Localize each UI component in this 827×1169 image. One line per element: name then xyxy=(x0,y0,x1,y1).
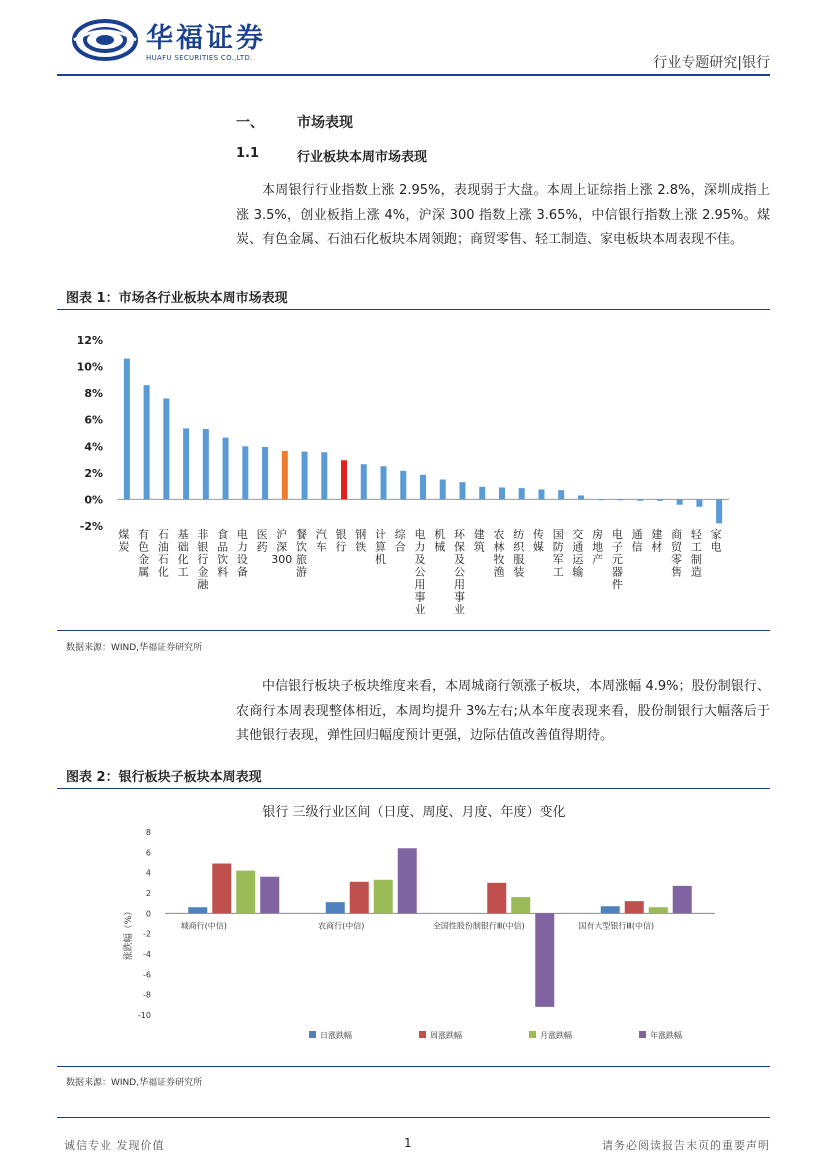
x-tick-char: 公 xyxy=(414,565,426,579)
bar xyxy=(716,499,722,523)
x-tick-char: 及 xyxy=(414,553,426,566)
x-tick-char: 计 xyxy=(375,528,387,541)
x-tick-char: 备 xyxy=(236,565,248,579)
bar xyxy=(361,464,367,499)
x-tick-char: 沪 xyxy=(276,528,288,541)
x-tick-char: 业 xyxy=(453,603,465,616)
x-tick-char: 化 xyxy=(177,553,189,566)
x-tick-char: 金 xyxy=(197,565,209,579)
legend-swatch xyxy=(639,1031,646,1038)
bar xyxy=(538,489,544,499)
x-tick-label xyxy=(553,528,564,579)
figure1-top-rule xyxy=(57,309,770,310)
report-category: 行业专题研究|银行 xyxy=(653,55,770,71)
logo-icon xyxy=(72,18,138,62)
x-tick-char: 通 xyxy=(572,540,584,554)
x-tick-char: 融 xyxy=(197,578,209,591)
bar xyxy=(657,499,663,500)
x-tick-char: 化 xyxy=(157,565,169,579)
y-tick-label: 2% xyxy=(84,466,103,480)
footer-disclaimer: 请务必阅读报告末页的重要声明 xyxy=(602,1139,770,1152)
x-tick-char: 银 xyxy=(335,528,347,541)
x-tick-char: 牧 xyxy=(493,553,505,566)
x-tick-label xyxy=(592,527,603,566)
x-tick-char: 房 xyxy=(592,528,604,541)
bar xyxy=(649,907,668,913)
bar xyxy=(479,487,485,500)
bar xyxy=(260,877,279,914)
y-tick-label: 0 xyxy=(145,909,151,919)
x-tick-char: 色 xyxy=(138,540,150,554)
x-tick-char: 餐 xyxy=(296,528,308,541)
x-tick-label xyxy=(178,527,189,579)
x-tick-char: 用 xyxy=(414,578,426,591)
x-tick-char: 属 xyxy=(138,565,150,579)
bar xyxy=(350,882,369,914)
x-tick-label xyxy=(395,527,407,554)
section-number: 一、 xyxy=(236,115,264,131)
x-tick-char: 业 xyxy=(414,603,426,616)
x-tick-label xyxy=(217,528,228,579)
x-tick-char: 建 xyxy=(651,528,663,541)
x-tick-char: 车 xyxy=(315,540,327,554)
x-tick-char: 械 xyxy=(434,540,446,554)
x-tick-char: 保 xyxy=(453,540,465,554)
figure1-bottom-rule xyxy=(57,630,770,631)
x-tick-char: 装 xyxy=(513,565,525,579)
logo-english-text: HUAFU SECURITIES CO.,LTD. xyxy=(146,54,253,62)
x-tick-char: 深 xyxy=(276,540,288,554)
industry-performance-chart xyxy=(57,320,770,620)
bar xyxy=(625,901,644,913)
paragraph-bank-subsectors: 中信银行板块子板块维度来看，本周城商行领涨子板块，本周涨幅 4.9%；股份制银行、农商行本周表现整体相近，本周均提升 3%左右;从本年度表现来看，股份制银行大幅落后于其他银行表现，弹性回归幅度预计更强，边际估值改善值得期待。 xyxy=(236,679,770,743)
bar xyxy=(499,487,505,499)
x-tick-char: 运 xyxy=(572,553,584,566)
footer-divider xyxy=(57,1117,770,1118)
x-tick-char: 设 xyxy=(236,553,248,566)
legend-label: 周涨跌幅 xyxy=(430,1031,462,1040)
bar xyxy=(696,499,702,506)
x-tick-label xyxy=(375,527,386,566)
y-axis-label: 涨跌幅（%） xyxy=(124,906,134,961)
x-tick-char: 轻 xyxy=(690,528,702,541)
x-tick-char: 通 xyxy=(631,528,643,541)
y-tick-label: -2% xyxy=(79,520,103,533)
x-tick-char: 环 xyxy=(453,528,465,541)
x-tick-char: 旅 xyxy=(296,553,308,566)
x-tick-char: 纺 xyxy=(513,528,525,541)
x-tick-label xyxy=(493,528,504,579)
bar xyxy=(144,385,150,499)
figure2-title: 图表 2：银行板块子板块本周表现 xyxy=(66,770,262,785)
x-tick-label xyxy=(671,527,683,579)
x-tick-char: 行 xyxy=(197,553,209,566)
x-tick-char: 电 xyxy=(710,540,722,554)
page-number: 1 xyxy=(404,1136,412,1150)
x-tick-char: 电 xyxy=(414,528,426,541)
x-tick-char: 国 xyxy=(552,528,564,541)
x-tick-label xyxy=(572,527,584,579)
x-tick-char: 建 xyxy=(473,528,485,541)
bar xyxy=(282,451,288,499)
x-tick-char: 游 xyxy=(296,565,308,579)
x-tick-label xyxy=(415,527,426,616)
x-tick-char: 售 xyxy=(671,565,683,579)
x-tick-char: 铁 xyxy=(355,540,367,554)
bar xyxy=(124,359,130,500)
x-tick-char: 元 xyxy=(611,553,623,566)
bar xyxy=(598,499,604,500)
x-tick-char: 品 xyxy=(217,540,229,554)
y-tick-label: 2 xyxy=(145,889,151,898)
x-tick-char: 机 xyxy=(434,528,446,541)
bar xyxy=(601,906,620,913)
figure2-source: 数据来源：WIND,华福证券研究所 xyxy=(66,1078,203,1088)
x-tick-label xyxy=(711,527,722,554)
x-tick-char: 电 xyxy=(611,528,623,541)
x-tick-char: 公 xyxy=(453,565,465,579)
bar xyxy=(617,499,623,500)
x-tick-char: 饮 xyxy=(296,540,308,554)
x-tick-label: 国有大型银行Ⅲ(中信) xyxy=(578,921,655,931)
legend-swatch xyxy=(309,1031,316,1038)
x-tick-label: 全国性股份制银行Ⅲ(中信) xyxy=(432,921,525,931)
x-tick-char: 零 xyxy=(671,553,683,566)
bar xyxy=(381,466,387,499)
x-tick-char: 油 xyxy=(157,540,169,554)
bar xyxy=(188,907,207,913)
bar xyxy=(321,452,327,499)
x-tick-char: 事 xyxy=(414,590,426,604)
bar xyxy=(677,499,683,504)
y-tick-label: 12% xyxy=(76,334,103,347)
x-tick-char: 综 xyxy=(394,528,406,541)
x-tick-char: 造 xyxy=(690,565,702,579)
x-tick-char: 合 xyxy=(394,540,406,554)
x-tick-char: 渔 xyxy=(493,565,505,579)
y-tick-label: -4 xyxy=(143,950,151,959)
x-tick-char: 医 xyxy=(256,528,268,541)
x-tick-char: 工 xyxy=(177,565,189,579)
x-tick-char: 力 xyxy=(414,540,426,554)
x-tick-char: 织 xyxy=(513,540,525,554)
x-tick-label xyxy=(651,527,662,554)
bar xyxy=(203,429,209,499)
x-tick-label xyxy=(513,528,525,579)
x-tick-char: 电 xyxy=(236,528,248,541)
header-divider xyxy=(57,74,770,76)
bar xyxy=(487,883,506,914)
x-tick-label xyxy=(316,528,327,554)
bar xyxy=(183,428,189,499)
bar xyxy=(637,499,643,500)
x-tick-label xyxy=(691,528,703,579)
x-tick-char: 信 xyxy=(631,540,643,554)
x-tick-char: 药 xyxy=(256,540,268,554)
figure2-bottom-rule xyxy=(57,1066,770,1067)
x-tick-label xyxy=(454,528,466,616)
x-tick-char: 贸 xyxy=(671,540,683,554)
x-tick-char: 器 xyxy=(611,565,623,579)
subsection-number: 1.1 xyxy=(236,146,260,161)
legend-label: 年涨跌幅 xyxy=(650,1031,682,1040)
x-tick-char: 力 xyxy=(236,540,248,554)
x-tick-char: 及 xyxy=(453,553,465,566)
x-tick-char: 石 xyxy=(157,528,169,541)
x-tick-char: 媒 xyxy=(532,540,544,554)
y-tick-label: -2 xyxy=(143,929,151,939)
chart2-title: 银行 三级行业区间（日度、周度、月度、年度）变化 xyxy=(262,805,566,820)
bar xyxy=(511,897,530,913)
y-tick-label: 8 xyxy=(145,828,151,837)
x-tick-char: 产 xyxy=(592,553,604,566)
bar xyxy=(459,482,465,499)
x-tick-label xyxy=(612,527,623,591)
y-tick-label: 4 xyxy=(145,868,151,878)
x-tick-char: 传 xyxy=(532,528,544,541)
y-tick-label: -10 xyxy=(137,1011,151,1020)
x-tick-char: 件 xyxy=(611,578,623,591)
x-tick-char: 饮 xyxy=(217,553,229,566)
bar xyxy=(374,880,393,914)
y-tick-label: 0% xyxy=(84,493,103,507)
bar xyxy=(440,480,446,500)
x-tick-char: 用 xyxy=(453,578,465,591)
x-tick-label xyxy=(296,527,307,579)
bar xyxy=(535,913,554,1007)
x-tick-char: 础 xyxy=(177,540,189,554)
x-tick-label xyxy=(434,527,445,554)
bar xyxy=(558,490,564,499)
y-tick-label: 6% xyxy=(84,413,103,427)
y-tick-label: 10% xyxy=(76,360,103,374)
x-tick-char: 材 xyxy=(651,540,663,554)
bar xyxy=(400,471,406,500)
logo-text: 华福证券 xyxy=(146,23,266,54)
x-tick-char: 石 xyxy=(157,553,169,566)
bar xyxy=(341,460,347,499)
bar xyxy=(262,447,268,499)
x-tick-char: 输 xyxy=(572,565,584,579)
bar xyxy=(163,398,169,499)
x-tick-char: 有 xyxy=(138,528,150,541)
x-tick-char: 筑 xyxy=(473,540,485,554)
y-tick-label: -6 xyxy=(143,970,151,980)
bar xyxy=(398,848,417,913)
bar xyxy=(673,886,692,913)
paragraph-market-summary: 本周银行行业指数上涨 2.95%，表现弱于大盘。本周上证综指上涨 2.8%，深圳成指上涨 3.5%，创业板指上涨 4%，沪深 300 指数上涨 3.65%，中信银行指数上涨 2.95%。煤炭、有色金属、石油石化板块本周领跑；商贸零售、轻工制造、家电板块本周表现不佳。 xyxy=(236,183,770,247)
figure1-title: 图表 1：市场各行业板块本周市场表现 xyxy=(66,291,288,306)
x-tick-char: 防 xyxy=(552,540,564,554)
x-tick-char: 地 xyxy=(592,540,604,554)
x-tick-char: 制 xyxy=(690,553,702,566)
x-tick-char: 基 xyxy=(177,528,189,541)
x-tick-char: 食 xyxy=(217,528,229,541)
legend-swatch xyxy=(419,1031,426,1038)
y-tick-label: 8% xyxy=(84,387,103,401)
x-tick-label xyxy=(355,527,366,554)
x-tick-char: 炭 xyxy=(118,540,130,554)
x-tick-char: 军 xyxy=(552,553,564,566)
x-tick-char: 金 xyxy=(138,553,150,566)
x-tick-char: 非 xyxy=(197,528,209,541)
x-tick-label xyxy=(158,528,169,579)
x-tick-char: 农 xyxy=(493,528,505,541)
bar xyxy=(236,871,255,914)
bar xyxy=(578,495,584,499)
x-tick-char: 300 xyxy=(271,553,293,566)
x-tick-label: 城商行(中信) xyxy=(180,921,227,931)
x-tick-char: 交 xyxy=(572,528,584,541)
x-tick-label xyxy=(632,528,643,554)
y-tick-label: 6 xyxy=(145,848,151,858)
x-tick-label xyxy=(118,527,129,554)
x-tick-char: 子 xyxy=(611,540,623,554)
x-tick-char: 机 xyxy=(375,553,387,566)
x-tick-label xyxy=(237,527,248,579)
bar xyxy=(212,864,231,914)
x-tick-char: 行 xyxy=(335,540,347,554)
x-tick-label xyxy=(474,527,485,554)
x-tick-label: 农商行(中信) xyxy=(318,921,365,931)
y-tick-label: -8 xyxy=(143,990,151,1000)
figure2-top-rule xyxy=(57,788,770,789)
x-tick-label xyxy=(197,527,209,591)
x-tick-label xyxy=(257,528,268,554)
x-tick-char: 服 xyxy=(513,553,525,566)
x-tick-char: 算 xyxy=(375,540,387,554)
y-tick-label: 4% xyxy=(84,440,103,454)
x-tick-char: 工 xyxy=(552,565,564,579)
bar xyxy=(302,452,308,500)
x-tick-char: 事 xyxy=(453,590,465,604)
figure1-source: 数据来源：WIND,华福证券研究所 xyxy=(66,643,203,653)
x-tick-char: 商 xyxy=(671,528,683,541)
bar xyxy=(326,902,345,913)
x-tick-char: 汽 xyxy=(315,528,327,541)
x-tick-char: 家 xyxy=(710,528,722,541)
x-tick-char: 银 xyxy=(197,540,209,554)
legend-label: 日涨跌幅 xyxy=(320,1031,352,1040)
x-tick-label xyxy=(271,527,292,566)
x-tick-char: 钢 xyxy=(355,528,367,541)
bar xyxy=(519,488,525,499)
x-tick-label xyxy=(336,527,347,554)
x-tick-char: 林 xyxy=(493,540,505,554)
legend-swatch xyxy=(529,1031,536,1038)
bar xyxy=(223,438,229,500)
footer-slogan: 诚信专业 发现价值 xyxy=(64,1139,165,1152)
x-tick-char: 煤 xyxy=(118,528,130,541)
x-tick-char: 工 xyxy=(690,540,702,554)
bank-subsector-chart xyxy=(57,795,770,1055)
bar xyxy=(420,475,426,500)
x-tick-char: 料 xyxy=(217,565,229,579)
bar xyxy=(242,446,248,499)
x-tick-label xyxy=(138,528,149,579)
section-title: 市场表现 xyxy=(297,115,353,131)
x-tick-label xyxy=(533,527,544,554)
subsection-title: 行业板块本周市场表现 xyxy=(297,150,428,165)
legend-label: 月涨跌幅 xyxy=(540,1031,572,1040)
